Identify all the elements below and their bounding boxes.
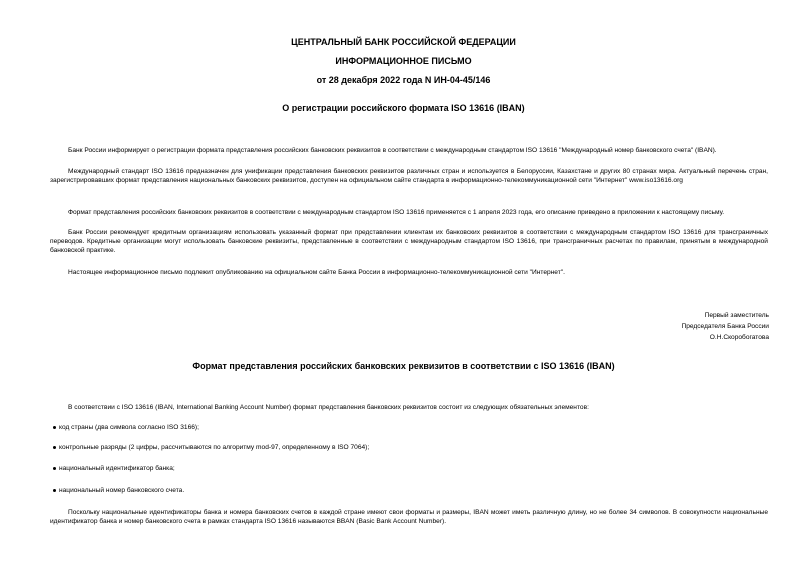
signature-line-3: О.Н.Скоробогатова [709, 334, 769, 341]
header-doc-type: ИНФОРМАЦИОННОЕ ПИСЬМО [335, 56, 472, 66]
appendix-intro: В соответствии с ISO 13616 (IBAN, International Banking Account Number) формат представления банковских реквизитов состоит из следующих обязательных элементов: [68, 404, 589, 411]
signature-line-2: Председателя Банка России [681, 323, 769, 330]
bullet-icon [53, 446, 56, 449]
header-doc-date: от 28 декабря 2022 года N ИН-04-45/146 [316, 75, 491, 85]
list-item: национальный номер банковского счета. [53, 486, 184, 495]
signature-block [569, 310, 769, 343]
paragraph-5: Настоящее информационное письмо подлежит опубликованию на официальном сайте Банка России в информационно-телекоммуникационной сети "Интернет". [68, 269, 565, 276]
header-org: ЦЕНТРАЛЬНЫЙ БАНК РОССИЙСКОЙ ФЕДЕРАЦИИ [291, 37, 516, 47]
bullet-icon [53, 426, 56, 429]
list-item: код страны (два символа согласно ISO 3166); [53, 423, 199, 432]
paragraph-3: Формат представления российских банковских реквизитов в соответствии с международным стандартом ISO 13616 применяется с 1 апреля 2023 года, его описание приведено в приложении к настоящему письму. [68, 209, 725, 216]
list-item: национальный идентификатор банка; [53, 464, 175, 473]
signature-line-1: Первый заместитель [704, 312, 769, 319]
list-item: контрольные разряды (2 цифры, рассчитываются по алгоритму mod-97, определенному в ISO 7064); [53, 443, 369, 452]
paragraph-1: Банк России информирует о регистрации формата представления российских банковских реквизитов в соответствии с международным стандартом ISO 13616 "Международный номер банковского счета" (IBAN). [68, 147, 717, 154]
bullet-icon [53, 489, 56, 492]
bullet-icon [53, 467, 56, 470]
paragraph-2: Международный стандарт ISO 13616 предназначен для унификации представления банковских реквизитов различных стран и используется в Белоруссии, Казахстане и других 80 странах мира. Актуальный перечень стран, зарегистрировавших формат представления национальных банковских реквизитов, доступен на официальном сайте стандарта в информационно-телекоммуникационной сети "Интернет" www.iso13616.org [50, 168, 768, 184]
appendix-last-paragraph: Поскольку национальные идентификаторы банка и номера банковских счетов в каждой стране имеют свои форматы и размеры, IBAN может иметь различную длину, но не более 34 символов. В совокупности национальные идентификатор банка и номер банковского счета в рамках стандарта ISO 13616 называются BBAN (Basic Bank Account Number). [50, 509, 768, 525]
appendix-title: Формат представления российских банковских реквизитов в соответствии с ISO 13616 (IBAN) [192, 361, 615, 371]
paragraph-4: Банк России рекомендует кредитным организациям использовать указанный формат при представлении клиентам их банковских реквизитов в соответствии с международным стандартом ISO 13616 для трансграничных переводов. Кредитные организации могут использовать банковские реквизиты, представленные в соответствии с международным стандартом ISO 13616, при трансграничных расчетах по правилам, принятым в международной банковской практике. [50, 229, 768, 254]
subject-title: О регистрации российского формата ISO 13616 (IBAN) [282, 103, 525, 113]
